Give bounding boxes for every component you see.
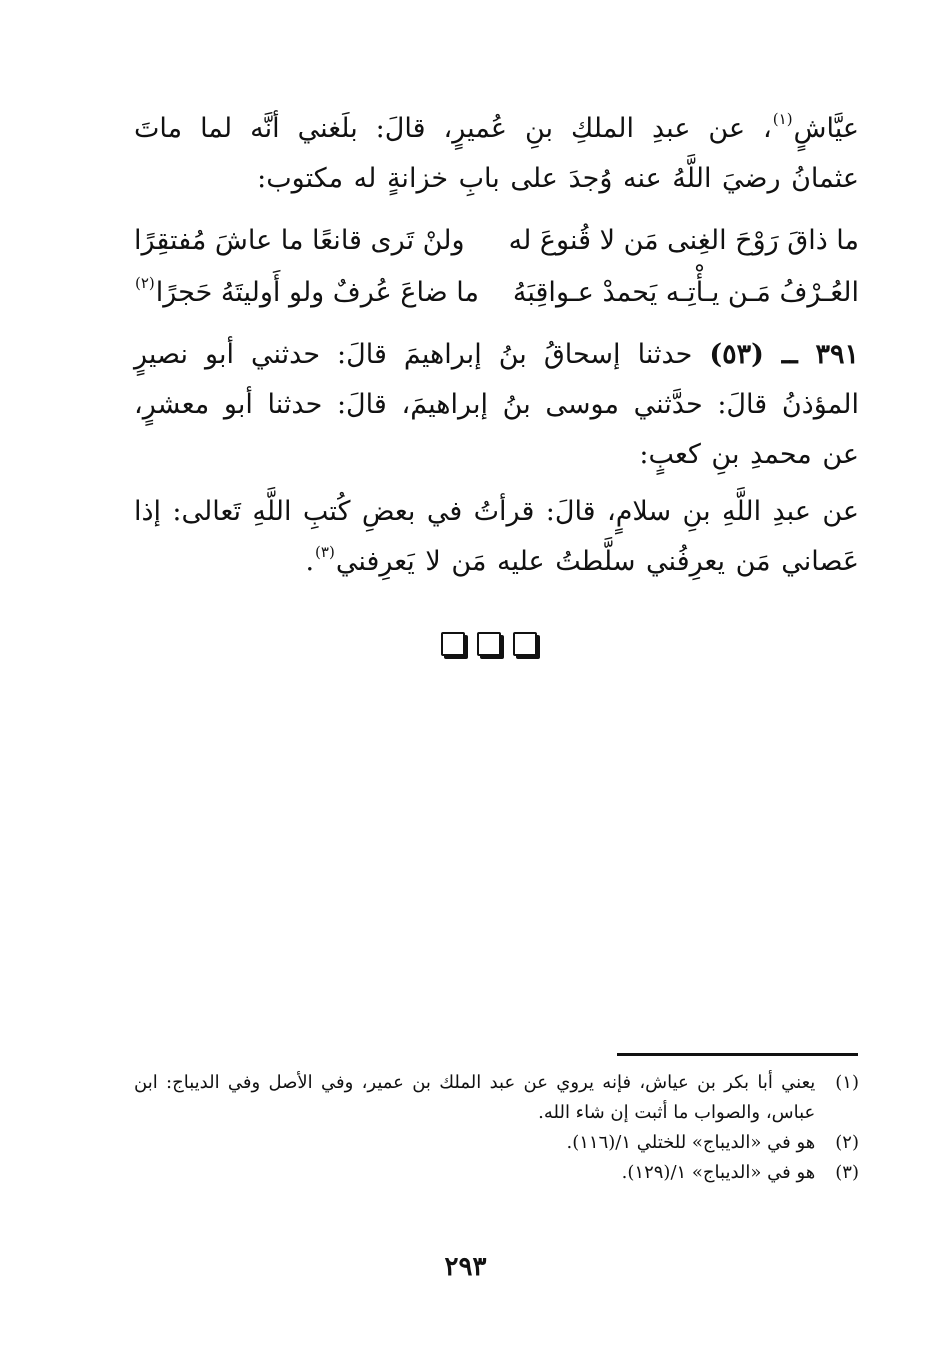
paragraph-hadith-matn <box>134 487 859 587</box>
footnote-text: يعني أبا بكر بن عياش، فإنه يروي عن عبد الملك بن عمير، وفي الأصل وفي الديباج: ابن عباس، والصواب ما أثبت إن شاء الله. <box>134 1072 816 1123</box>
verse-line-1 <box>134 215 859 267</box>
page-number: ٢٩٣ <box>444 1252 487 1282</box>
footnote-1 <box>134 1068 859 1128</box>
section-separator <box>441 632 537 656</box>
hadith-number: ٣٩١ ــ (٥٣) <box>709 339 859 370</box>
footnote-number: (٢) <box>835 1132 859 1153</box>
poem-verses <box>134 215 859 319</box>
separator-square-icon <box>441 632 465 656</box>
footnote-ref-2[interactable]: (٢) <box>135 274 155 292</box>
footnote-text: هو في «الديباج» ١/(١٢٩). <box>621 1162 816 1183</box>
verse-2-second-hemistich-wrap <box>134 267 479 319</box>
separator-square-icon <box>477 632 501 656</box>
footnote-ref-1[interactable]: (١) <box>772 110 793 128</box>
paragraph-intro <box>134 104 859 204</box>
hadith-matn-text: عن عبدِ اللَّهِ بنِ سلامٍ، قالَ: قرأتُ في بعضِ كُتبِ اللَّهِ تَعالى: إذا عَصاني مَن يعرِفُني سلَّطتُ عليه مَن لا يَعرِفني <box>134 496 859 577</box>
footnote-text: هو في «الديباج» للختلي ١/(١١٦). <box>566 1132 816 1153</box>
matn-end: . <box>305 546 315 577</box>
hadith-isnad: حدثنا إسحاقُ بنُ إبراهيمَ قالَ: حدثني أبو نصيرٍ المؤذنُ قالَ: حدَّثني موسى بنُ إبراهيمَ، قالَ: حدثنا أبو معشرٍ، عن محمدِ بنِ كعبٍ: <box>134 339 859 470</box>
footnotes-section <box>134 1068 859 1188</box>
verse-1-second-hemistich: ولنْ تَرى قانعًا ما عاشَ مُفتقِرًا <box>134 225 465 256</box>
footnote-ref-3[interactable]: (٣) <box>315 543 335 561</box>
footnote-2 <box>134 1128 859 1158</box>
paragraph-intro-text: ، عن عبدِ الملكِ بنِ عُميرٍ، قالَ: بلَغني أنَّه لما ماتَ عثمانُ رضيَ اللَّهُ عنه وُجدَ على بابِ خزانةٍ له مكتوب: <box>134 113 859 194</box>
footnote-divider <box>617 1053 858 1056</box>
separator-square-icon <box>513 632 537 656</box>
word-ayyash: عيَّاشٍ <box>793 113 859 144</box>
verse-2-first-hemistich: العُـرْفُ مَـن يـأْتِـه يَحمدْ عـواقِبَهُ <box>512 277 859 308</box>
paragraph-hadith-391 <box>134 330 859 480</box>
footnote-number: (٣) <box>835 1162 859 1183</box>
footnote-3 <box>134 1158 859 1188</box>
verse-1-first-hemistich: ما ذاقَ رَوْحَ الغِنى مَن لا قُنوعَ له <box>508 225 859 256</box>
verse-2-second-hemistich: ما ضاعَ عُرفٌ ولو أَوليتَهُ حَجرًا <box>155 277 479 308</box>
verse-line-2 <box>134 267 859 319</box>
footnote-number: (١) <box>835 1072 859 1093</box>
